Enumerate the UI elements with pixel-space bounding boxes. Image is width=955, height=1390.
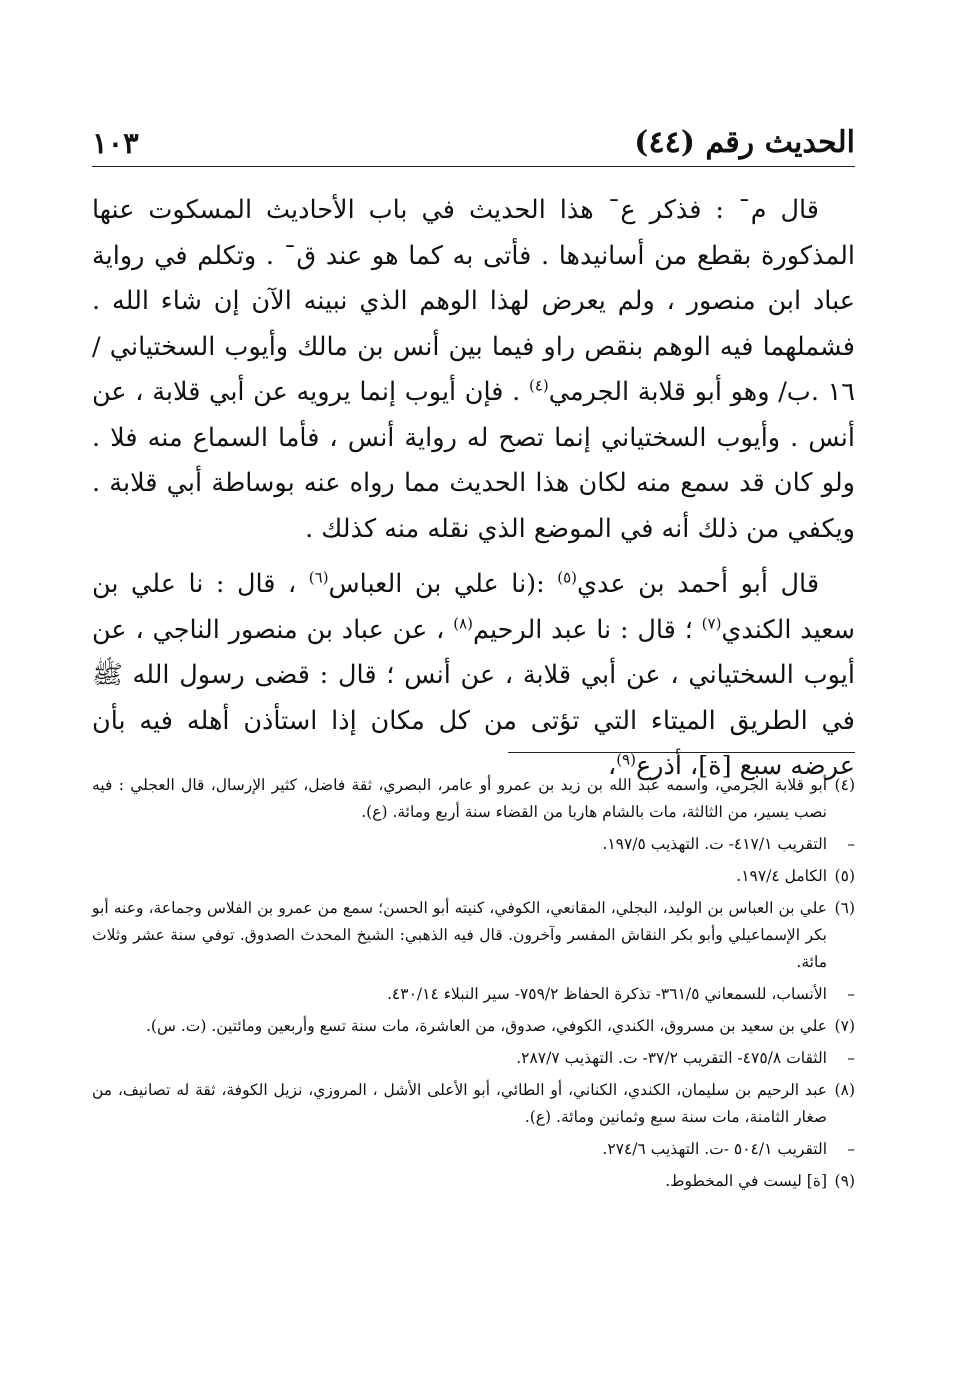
paragraph-1-text-b: . فإن أيوب إنما يرويه عن أبي قلابة ، عن أنس . وأيوب السختياني إنما تصح له رواية أنس ، فأما السماع منه فلا . ولو كان قد سمع منه لكان هذا الحديث مما رواه عنه بوساطة أبي قلابة . ويكفي من ذلك أنه في الموضع الذي نقله منه كذلك . — [92, 377, 855, 544]
footnote-number: (٤) — [834, 776, 855, 794]
source-dash: – — [847, 985, 855, 1003]
footnote-number: (٧) — [834, 1017, 855, 1035]
footnote-source-text: الأنساب، للسمعاني ٣٦١/٥- تذكرة الحفاظ ٧٥٩/٢- سير النبلاء ٤٣٠/١٤. — [386, 985, 827, 1003]
footnote-4-source — [92, 831, 855, 858]
footnote-5 — [92, 863, 855, 890]
footnotes — [92, 772, 855, 1200]
running-title: الحديث رقم (٤٤) — [634, 125, 855, 160]
paragraph-1-text-a: قال مˉ : فذكر عˉ هذا الحديث في باب الأحاديث المسكوت عنها المذكورة بقطع من أسانيدها . فأتى به كما هو عند قˉ . وتكلم في رواية عباد ابن منصور ، ولم يعرض لهذا الوهم الذي نبينه الآن إن شاء الله . فشملهما فيه الوهم بنقص راو فيما بين أنس بن مالك وأيوب السختياني /١٦ .ب/ وهو أبو قلابة الجرمي — [92, 195, 856, 407]
source-dash: – — [847, 835, 855, 853]
page-number: ١٠٣ — [92, 126, 139, 160]
footnote-source-text: الثقات ٤٧٥/٨- التقريب ٣٧/٢- ت. التهذيب ٢٨٧/٧. — [516, 1049, 827, 1067]
source-dash: – — [847, 1049, 855, 1067]
header-rule — [92, 166, 855, 167]
footnote-number: (٨) — [834, 1081, 855, 1099]
footnote-8-source — [92, 1136, 855, 1163]
footnote-4 — [92, 772, 855, 826]
footnote-7-source — [92, 1045, 855, 1072]
footnote-ref-7[interactable]: (٧) — [701, 614, 722, 632]
footnote-text: الكامل ١٩٧/٤. — [736, 867, 827, 885]
footnote-source-text: التقريب ٤١٧/١- ت. التهذيب ١٩٧/٥. — [602, 835, 827, 853]
footnote-source-text: التقريب ٥٠٤/١ -ت. التهذيب ٢٧٤/٦. — [602, 1140, 827, 1158]
paragraph-2-text-d: ؛ قال : نا عبد الرحيم — [472, 614, 702, 645]
paragraph-2 — [92, 562, 855, 790]
footnote-ref-6[interactable]: (٦) — [308, 568, 329, 587]
footnote-9 — [92, 1168, 855, 1195]
page-header — [92, 112, 855, 160]
footnote-ref-5[interactable]: (٥) — [557, 568, 578, 587]
footnote-ref-8[interactable]: (٨) — [453, 614, 473, 632]
footnote-ref-4[interactable]: (٤) — [528, 376, 549, 395]
footnote-6 — [92, 895, 855, 976]
footnote-8 — [92, 1077, 855, 1131]
paragraph-1 — [92, 188, 855, 552]
footnote-7 — [92, 1013, 855, 1040]
main-text — [92, 188, 855, 790]
paragraph-2-text-a: قال أبو أحمد بن عدي — [577, 569, 820, 599]
footnote-number: (٦) — [834, 899, 855, 917]
footnote-text: عبد الرحيم بن سليمان، الكندي، الكناني، أو الطائي، أبو الأعلى الأشل ، المروزي، نزيل الكوفة، ثقة له تصانيف، من صغار الثامنة، مات سنة سبع وثمانين ومائة. (ع). — [92, 1081, 827, 1126]
footnote-text: [ة] ليست في المخطوط. — [665, 1172, 827, 1190]
footnote-6-source — [92, 981, 855, 1008]
paragraph-2-text-c: ، قال : نا علي بن سعيد الكندي — [92, 569, 855, 645]
footnote-ref-9[interactable]: (٩) — [616, 750, 636, 769]
source-dash: – — [847, 1140, 855, 1158]
paragraph-2-text-f: ، — [607, 751, 617, 781]
footnote-text: علي بن سعيد بن مسروق، الكندي، الكوفي، صدوق، من العاشرة، مات سنة تسع وأربعين ومائتين. (ت. س). — [146, 1017, 827, 1035]
footnote-separator — [508, 752, 855, 753]
footnote-text: أبو قلابة الجرمي، واسمه عبد الله بن زيد بن عمرو أو عامر، البصري، ثقة فاضل، كثير الإرسال، قال العجلي : فيه نصب يسير، من الثالثة، مات بالشام هاربا من القضاء سنة أربع ومائة. (ع). — [92, 776, 827, 821]
paragraph-2-text-b: :(نا علي بن العباس — [328, 569, 558, 599]
footnote-number: (٩) — [834, 1172, 855, 1190]
paragraph-2-text-e: ، عن عباد بن منصور الناجي ، عن أيوب السختياني ، عن أبي قلابة ، عن أنس ؛ قال : قضى رسول الله ﷺ في الطريق الميتاء التي تؤتى من كل مكان إذا استأذن أهله فيه بأن عرضه سبع [ة]، أذرع — [92, 614, 855, 781]
footnote-number: (٥) — [834, 867, 855, 885]
footnote-text: علي بن العباس بن الوليد، البجلي، المقانعي، الكوفي، كنيته أبو الحسن؛ سمع من عمرو بن الفلاس وجماعة، وعنه أبو بكر الإسماعيلي وأبو بكر النقاش المفسر وآخرون. قال فيه الذهبي: الشيخ المحدث الصدوق. توفي سنة عشر وثلاث مائة. — [92, 899, 827, 971]
